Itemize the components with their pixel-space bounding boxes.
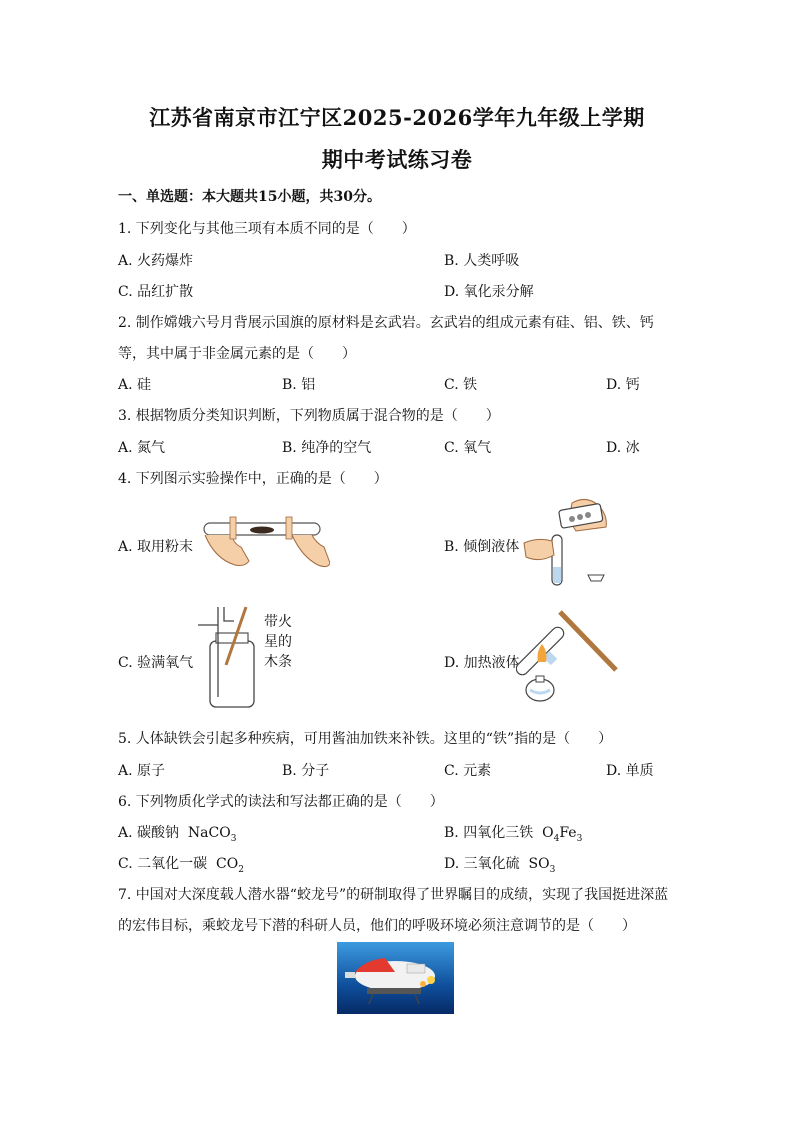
question-3-option-b: B. 纯净的空气 [282,440,372,456]
pouring-liquid-figure [520,497,615,592]
question-6-option-b-formula-part2: Fe [559,825,577,841]
question-6-option-d-name: D. 三氧化硫 [444,856,520,872]
question-7-stem-line2: 的宏伟目标，乘蛟龙号下潜的科研人员，他们的呼吸环境必须注意调节的是（ ） [118,918,636,934]
question-5-option-c: C. 元素 [444,763,492,779]
question-1-option-b: B. 人类呼吸 [444,253,520,269]
question-6-option-b-name: B. 四氧化三铁 [444,825,534,841]
question-4-option-d: D. 加热液体 [444,655,520,671]
question-6-option-a [118,822,236,844]
question-4-stem: 4. 下列图示实验操作中，正确的是（ ） [118,471,388,487]
question-5-option-a: A. 原子 [118,763,166,779]
question-6-option-a-name: A. 碳酸钠 [118,825,180,841]
question-5-option-b: B. 分子 [282,763,330,779]
question-6-option-d-subscript: 3 [549,864,556,875]
question-6-option-d [444,853,555,875]
question-4-option-b: B. 倾倒液体 [444,539,520,555]
exam-title-line1: 江苏省南京市江宁区2025-2026学年九年级上学期 [149,105,645,130]
question-3-stem: 3. 根据物质分类知识判断，下列物质属于混合物的是（ ） [118,408,500,424]
question-2-option-a: A. 硅 [118,377,152,393]
question-6-option-c-subscript: 2 [238,864,244,875]
question-4-option-a: A. 取用粉末 [118,539,194,555]
question-6-option-b-formula-part1: O [542,825,554,841]
glowing-splint-label [264,612,292,672]
oxygen-collection-bottle-figure [196,605,266,710]
question-6-option-c [118,853,244,875]
question-2-stem-line2: 等，其中属于非金属元素的是（ ） [118,346,356,362]
glowing-splint-label-line1: 带火 [264,614,292,630]
section-heading: 一、单选题：本大题共15小题，共30分。 [118,189,381,205]
question-5-option-d: D. 单质 [606,763,654,779]
question-2-option-b: B. 铝 [282,377,316,393]
question-3-option-c: C. 氧气 [444,440,492,456]
question-4-option-c: C. 验满氧气 [118,655,194,671]
question-6-option-a-subscript: 3 [230,833,237,844]
glowing-splint-label-line2: 星的 [264,634,292,650]
question-1-stem: 1. 下列变化与其他三项有本质不同的是（ ） [118,221,416,237]
exam-title-line2: 期中考试练习卷 [321,147,473,172]
glowing-splint-label-line3: 木条 [264,654,292,670]
question-1-option-c: C. 品红扩散 [118,284,194,300]
jiaolong-submersible-photo [337,942,454,1014]
question-3-option-d: D. 冰 [606,440,640,456]
question-1-option-d: D. 氧化汞分解 [444,284,534,300]
powder-test-tube-figure [200,505,330,575]
question-6-stem: 6. 下列物质化学式的读法和写法都正确的是（ ） [118,794,444,810]
question-7-stem-line1: 7. 中国对大深度载人潜水器“蛟龙号”的研制取得了世界瞩目的成绩，实现了我国挺进深蓝 [118,887,669,903]
question-1-option-a: A. 火药爆炸 [118,253,194,269]
question-2-option-d: D. 钙 [606,377,640,393]
question-6-option-a-formula: NaCO [187,825,231,841]
question-6-option-b-subscript2: 3 [576,833,583,844]
question-6-option-c-formula: CO [216,856,239,872]
question-2-option-c: C. 铁 [444,377,478,393]
question-2-stem-line1: 2. 制作嫦娥六号月背展示国旗的原材料是玄武岩。玄武岩的组成元素有硅、铝、铁、钙 [118,315,654,331]
question-5-stem: 5. 人体缺铁会引起多种疾病，可用酱油加铁来补铁。这里的“铁”指的是（ ） [118,731,613,747]
question-6-option-b-subscript1: 4 [553,833,560,844]
heating-liquid-figure [516,604,621,709]
question-6-option-d-formula: SO [528,856,550,872]
question-3-option-a: A. 氮气 [118,440,166,456]
question-6-option-b [444,822,582,844]
question-6-option-c-name: C. 二氧化一碳 [118,856,208,872]
